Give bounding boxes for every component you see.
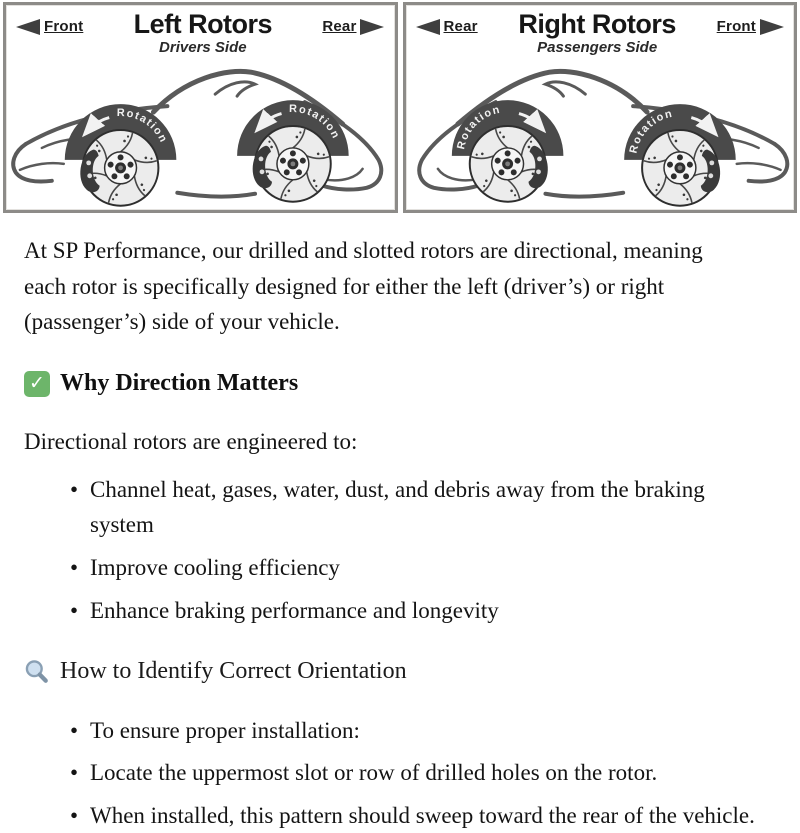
- why-direction-matters-heading: [24, 365, 772, 402]
- orientation-steps-list: [24, 713, 772, 833]
- rotation-label: Rotation: [289, 103, 342, 141]
- benefits-list: [24, 472, 772, 629]
- heading-text: How to Identify Correct Orientation: [60, 653, 407, 690]
- panel-title: Right Rotors: [518, 11, 675, 38]
- engineered-to-lead: Directional rotors are engineered to:: [24, 424, 772, 460]
- list-item: • Improve cooling efficiency: [70, 550, 772, 586]
- right-panel-title-block: [518, 11, 675, 55]
- panel-title: Left Rotors: [134, 11, 273, 38]
- right-panel-header: [406, 7, 795, 55]
- left-panel-header: [6, 7, 395, 55]
- panel-subtitle: Drivers Side: [134, 40, 273, 55]
- list-item: • Enhance braking performance and longevity: [70, 593, 772, 629]
- left-panel-title-block: [134, 11, 273, 55]
- rear-direction-label: [322, 18, 384, 35]
- list-item: • To ensure proper installation:: [70, 713, 772, 749]
- right-rotors-panel: [403, 2, 798, 213]
- check-icon: ✓: [24, 371, 50, 397]
- left-rotors-panel: [3, 2, 398, 213]
- rotation-label: Rotation: [117, 107, 170, 145]
- arrow-right-icon: [760, 19, 784, 35]
- direction-text: Front: [717, 18, 756, 35]
- front-direction-label: [717, 18, 784, 35]
- direction-text: Rear: [322, 18, 356, 35]
- article-body: [0, 215, 800, 833]
- direction-text: Rear: [444, 18, 478, 35]
- right-car-illustration: [406, 52, 795, 210]
- direction-text: Front: [44, 18, 83, 35]
- heading-text: Why Direction Matters: [60, 365, 298, 402]
- magnifier-icon: [24, 659, 50, 685]
- arrow-right-icon: [360, 19, 384, 35]
- rear-direction-label: [416, 18, 478, 35]
- front-direction-label: [16, 18, 83, 35]
- rotation-label: Rotation: [455, 104, 502, 151]
- intro-paragraph: At SP Performance, our drilled and slotted rotors are directional, meaning each rotor is specifically designed for either the left (driver’s) or right (passenger’s) side of your vehicle.: [24, 233, 740, 340]
- rotor-direction-diagram: [0, 0, 800, 215]
- list-item: • Channel heat, gases, water, dust, and debris away from the braking system: [70, 472, 772, 543]
- identify-orientation-heading: [24, 653, 772, 690]
- left-car-illustration: [6, 52, 395, 210]
- list-item: • When installed, this pattern should sweep toward the rear of the vehicle.: [70, 798, 772, 833]
- arrow-left-icon: [416, 19, 440, 35]
- arrow-left-icon: [16, 19, 40, 35]
- panel-subtitle: Passengers Side: [518, 40, 675, 55]
- rotation-label: Rotation: [627, 108, 674, 155]
- list-item: • Locate the uppermost slot or row of drilled holes on the rotor.: [70, 755, 772, 791]
